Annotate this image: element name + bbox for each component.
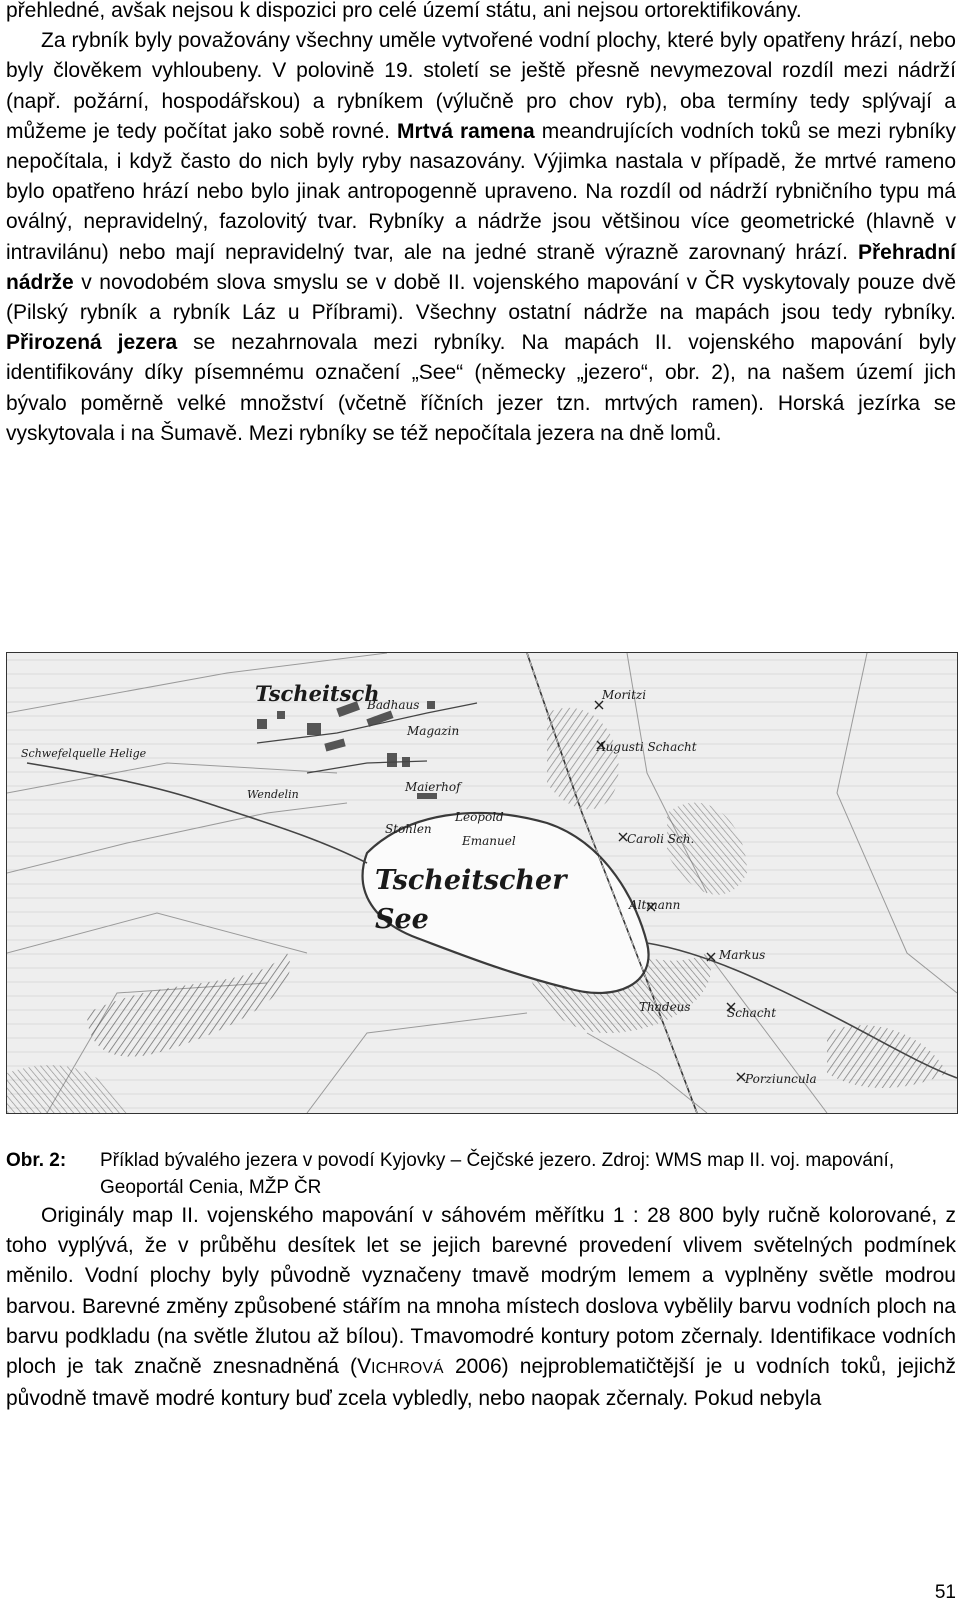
paragraph-text: meandrujících vodních toků se mezi rybníky nepočítala, i když často do nich byly ryby nasazovány. Výjimka nastala v případě, že mrtvé rameno bylo opatřeno hrází nebo bylo jinak antropogenně upraveno. Na rozdíl od nádrží rybničního typu má oválný, nepravidelný, fazolovitý tvar. Rybníky a nádrže jsou většinou více geometrické (hlavně v intravilánu) nebo mají nepravidelný tvar, ale na jedné straně výrazně zarovnaný hrází. [6,119,956,264]
map-label: Leopold [455,810,504,824]
map-label: Maierhof [405,780,461,794]
map-label: Tscheitsch [255,681,380,706]
caption-text: Příklad bývalého jezera v povodí Kyjovky – Čejčské jezero. Zdroj: WMS map II. voj. mapování, Geoportál Cenia, MŽP ČR [100,1150,895,1198]
map-label: Schwefelquelle Helige [21,747,147,760]
map-label: Thadeus [639,1000,691,1014]
paragraph-text: Originály map II. vojenského mapování v sáhovém měřítku 1 : 28 800 byly ručně kolorované, z toho vyplývá, že v průběhu desítek let se jejich barevné provedení vlivem světelných podmínek měnilo. Vodní plochy byly původně vyznačeny tmavě modrým lemem a vyplněny světle modrou barvou. Barevné změny způsobené stářím na mnoha místech doslova vybělily barvu vodních ploch na barvu podkladu (na světle žlutou až bílou). Tmavomodré kontury potom zčernaly. Identifikace vodních ploch je tak značně znesnadněná ( [6,1204,956,1379]
map-label: Porziuncula [745,1072,817,1086]
paragraph-text: Za rybník byly považovány všechny uměle vytvořené vodní plochy, které byly opatřeny hrází, nebo byly člověkem vyhloubeny. V polovině 19. století se ještě přesně nevymezoval rozdíl mezi nádrží (např. požární, hospodářskou) a rybníkem (výlučně pro chov ryb), oba termíny tedy splývají a můžeme je tedy počítat jako sobě rovné. [6,29,956,143]
map-label: Caroli Sch. [627,832,695,846]
map-label: Stohlen [385,822,432,836]
caption-label: Obr. 2: [6,1150,67,1171]
term-prehradni-nadrze: Přehradní nádrže [6,240,956,294]
body-paragraph-2 [6,1201,956,1414]
author-name-smallcaps: ICHROVÁ [371,1360,444,1378]
map-label: Emanuel [462,834,516,848]
lake-name: See [375,904,429,935]
paragraph-text: se nezahrnovala mezi rybníky. Na mapách II. vojenského mapování byly identifikovány díky písemnému označení „See“ (německy „jezero“, obr. 2), na našem území jich bývalo poměrně velké množství (včetně říčních jezer tzn. mrtvých ramen). Horská jezírka se vyskytovala i na Šumavě. Mezi rybníky se též nepočítala jezera na dně lomů. [6,331,956,445]
map-label: Schacht [727,1006,777,1020]
lake-name: Tscheitscher [375,865,567,896]
map-label: Wendelin [247,788,299,801]
paragraph-text: v novodobém slova smyslu se v době II. vojenského mapování v ČR vyskytovaly pouze dvě (Pilský rybník a rybník Láz u Příbrami). Všechny ostatní nádrže na mapách jsou tedy rybníky. [6,270,956,325]
map-image [7,653,957,1113]
figure-caption [6,1147,956,1201]
body-paragraph-1 [6,0,956,449]
term-mrtva-ramena: Mrtvá ramena [396,119,535,143]
paragraph-text: 2006) nejproblematičtější je u vodních toků, jejichž původně tmavě modré kontury buď zcela vybledly, nebo naopak zčernaly. Pokud nebyla [6,1355,956,1411]
map-label: Altmann [629,898,681,912]
paragraph-text: přehledné, avšak nejsou k dispozici pro celé území státu, ani nejsou ortorektifikovány. [6,0,802,22]
page-number: 51 [934,1582,956,1603]
historical-map-figure [6,652,958,1114]
map-label: Moritzi [602,688,647,702]
map-label: Magazin [407,724,460,738]
map-label: Badhaus [367,698,420,712]
map-label: Markus [719,948,766,962]
term-prirozena-jezera: Přirozená jezera [6,331,178,355]
author-initial: V [357,1355,372,1379]
map-label: Augusti Schacht [597,740,697,754]
